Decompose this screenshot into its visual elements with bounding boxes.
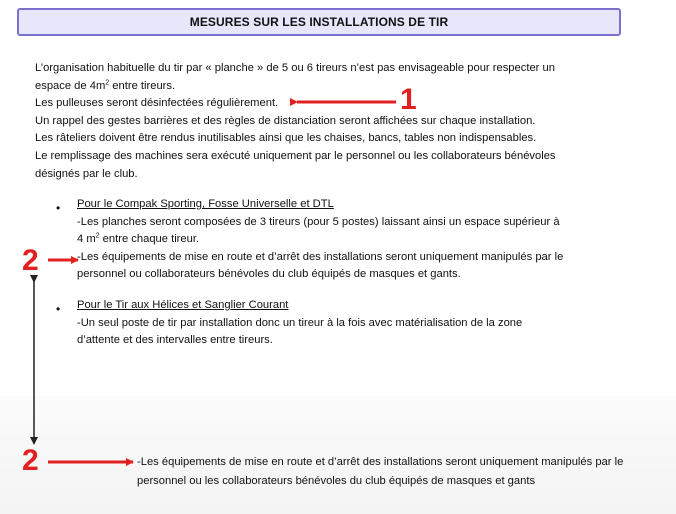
section-compak-heading: Pour le Compak Sporting, Fosse Universelle et DTL xyxy=(77,198,334,210)
intro-line-3: Les pulleuses seront désinfectées régulièrement. xyxy=(35,97,279,110)
section-compak-line-2-b: entre chaque tireur. xyxy=(99,233,200,246)
annotation-number-1: 1 xyxy=(400,83,417,116)
squared-superscript: 2 xyxy=(105,78,110,86)
intro-line-1: L’organisation habituelle du tir par « planche » de 5 ou 6 tireurs n’est pas envisageable pour respecter un xyxy=(35,62,555,74)
bullet-2: • xyxy=(56,302,61,316)
intro-line-7: désignés par le club. xyxy=(35,167,138,180)
section-helices-line-1: -Un seul poste de tir par installation donc un tireur à la fois avec matérialisation de la zone xyxy=(77,316,523,329)
squared-superscript-2: 2 xyxy=(95,232,100,240)
section-compak-line-1: -Les planches seront composées de 3 tireurs (pour 5 postes) laissant ainsi un espace supérieur à xyxy=(77,215,560,228)
intro-line-2-b: entre tireurs. xyxy=(109,79,176,92)
bottom-line-1: -Les équipements de mise en route et d’arrêt des installations seront uniquement manipulés par le xyxy=(137,456,624,468)
annotation-number-2-top: 2 xyxy=(22,244,39,277)
title-text: MESURES SUR LES INSTALLATIONS DE TIR xyxy=(189,15,449,29)
intro-line-6: Le remplissage des machines sera exécuté uniquement par le personnel ou les collaborateurs bénévoles xyxy=(35,149,556,162)
intro-line-4: Un rappel des gestes barrières et des règles de distanciation seront affichées sur chaque installation. xyxy=(35,114,536,127)
bullet-1: • xyxy=(56,201,61,215)
bottom-line-2: personnel ou les collaborateurs bénévoles du club équipés de masques et gants xyxy=(137,475,536,487)
section-helices-heading: Pour le Tir aux Hélices et Sanglier Courant xyxy=(77,299,289,311)
section-compak-line-4: personnel ou collaborateurs bénévoles du club équipés de masques et gants. xyxy=(77,268,461,281)
section-helices-line-2: d’attente et des intervalles entre tireurs. xyxy=(77,334,273,347)
section-compak-line-2-a: 4 m xyxy=(77,233,96,246)
section-compak-line-3: -Les équipements de mise en route et d’arrêt des installations seront uniquement manipulés par le xyxy=(77,250,564,263)
intro-line-5: Les râteliers doivent être rendus inutilisables ainsi que les chaises, bancs, tables non indispensables. xyxy=(35,132,537,145)
intro-line-2-a: espace de 4m xyxy=(35,79,106,92)
annotation-number-2-bottom: 2 xyxy=(22,444,39,477)
